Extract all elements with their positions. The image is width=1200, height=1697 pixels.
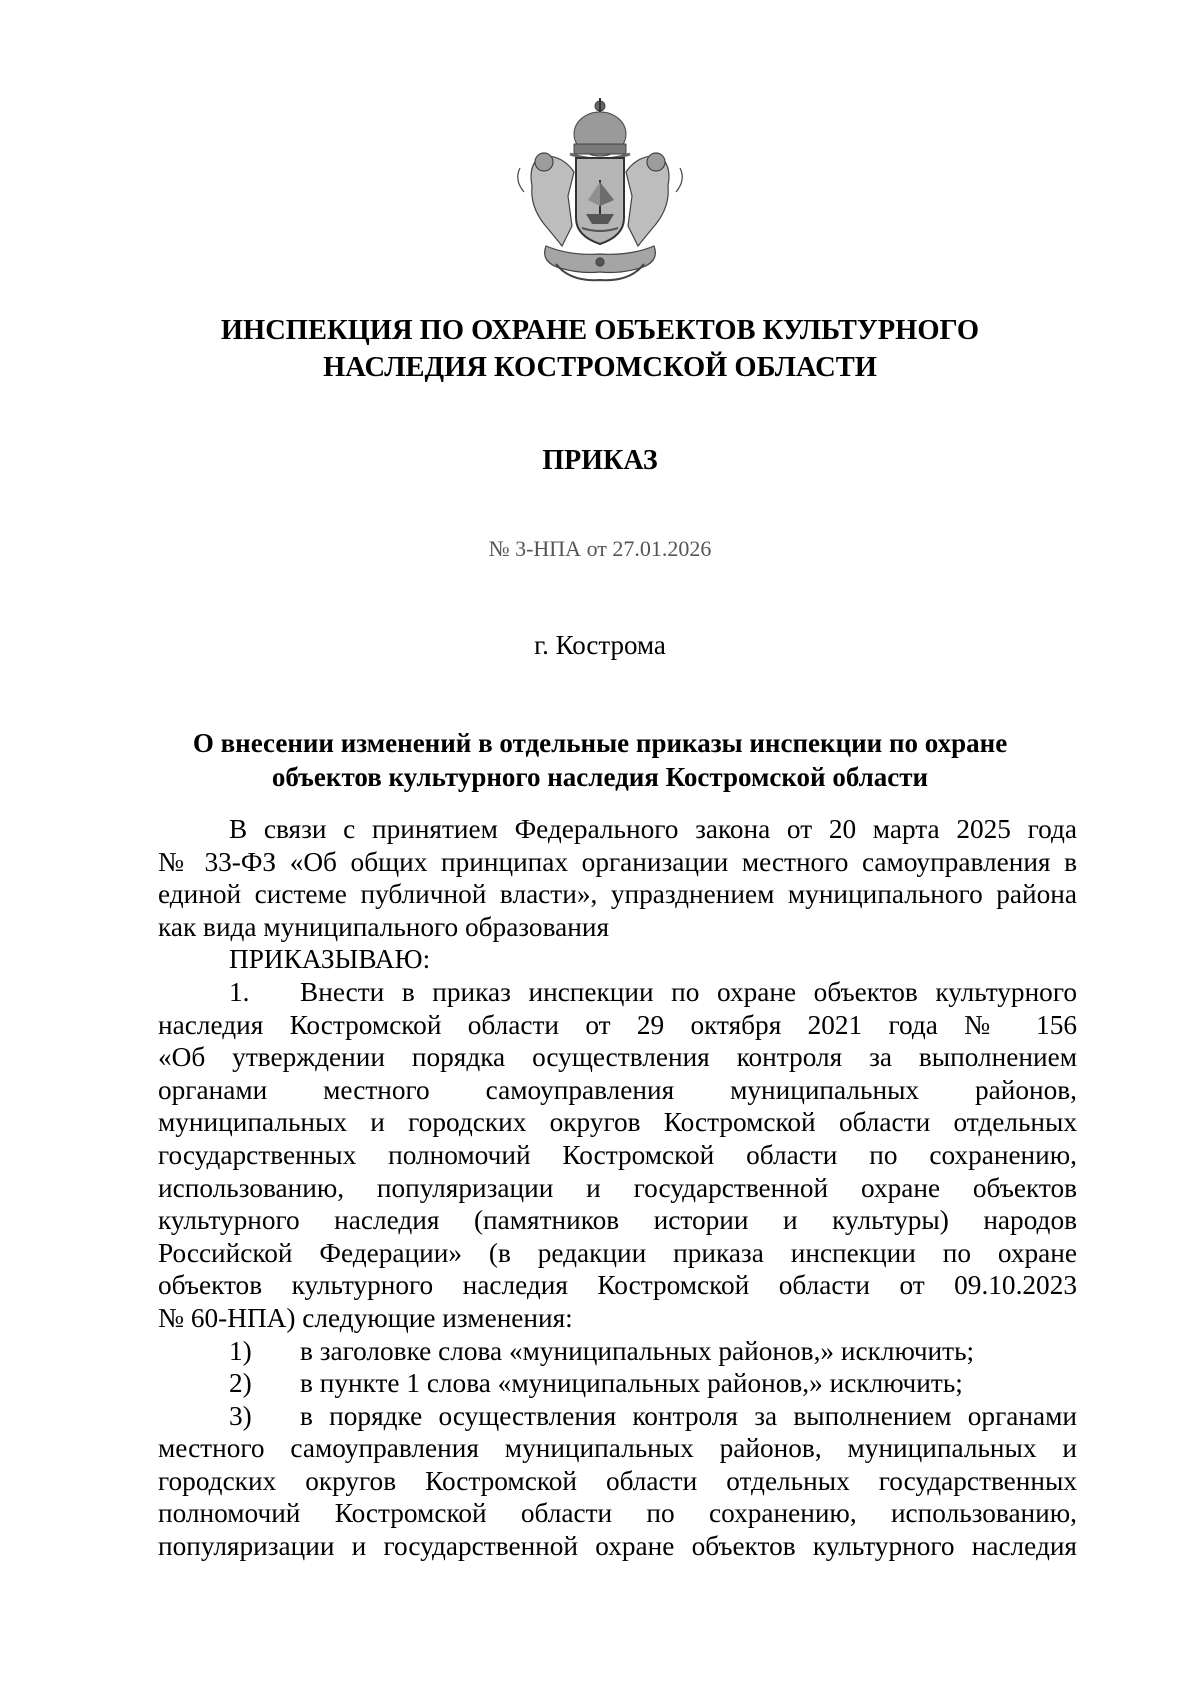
order-subject bbox=[0, 726, 1200, 794]
subitem-1-text: в заголовке слова «муниципальных районов,» исключить; bbox=[300, 1335, 975, 1366]
decree-word: ПРИКАЗЫВАЮ: bbox=[229, 944, 431, 975]
preamble-line: В связи с принятием Федерального закона от 20 марта 2025 года bbox=[229, 814, 1077, 844]
item-1-line: использованию, популяризации и государственной охране объектов bbox=[158, 1172, 1077, 1203]
subitem-3-line: популяризации и государственной охране объектов культурного наследия bbox=[158, 1531, 1077, 1562]
subitem-2-number: 2) bbox=[229, 1368, 252, 1399]
item-1-line: объектов культурного наследия Костромской области от 09.10.2023 bbox=[158, 1270, 1077, 1301]
organization-name-line2: НАСЛЕДИЯ КОСТРОМСКОЙ ОБЛАСТИ bbox=[323, 352, 877, 383]
order-number-date: № 3-НПА от 27.01.2026 bbox=[488, 536, 712, 561]
item-1-number: 1. bbox=[229, 976, 250, 1007]
item-1-text: Внести в приказ инспекции по охране объектов культурного bbox=[300, 976, 1077, 1007]
preamble-line: как вида муниципального образования bbox=[158, 911, 609, 942]
item-1-line: № 60-НПА) следующие изменения: bbox=[158, 1302, 573, 1333]
item-1-line: муниципальных и городских округов Костромской области отдельных bbox=[158, 1107, 1077, 1138]
preamble-line: единой системе публичной власти», упразднением муниципального района bbox=[158, 879, 1077, 910]
item-1-line: культурного наследия (памятников истории и культуры) народов bbox=[158, 1205, 1077, 1236]
coat-of-arms-emblem bbox=[510, 96, 690, 286]
subitem-3-text: в порядке осуществления контроля за выполнением органами bbox=[300, 1400, 1077, 1431]
subitem-1 bbox=[158, 1335, 1077, 1368]
order-subject-line2: объектов культурного наследия Костромской области bbox=[271, 762, 929, 792]
document-body bbox=[158, 813, 1077, 1563]
subitem-3-line: полномочий Костромской области по сохранению, использованию, bbox=[158, 1498, 1077, 1529]
item-1-line: Российской Федерации» (в редакции приказа инспекции по охране bbox=[158, 1237, 1077, 1268]
subitem-1-number: 1) bbox=[229, 1335, 252, 1366]
city: г. Кострома bbox=[534, 630, 666, 660]
item-1-line: государственных полномочий Костромской области по сохранению, bbox=[158, 1139, 1077, 1170]
subitem-3-line: городских округов Костромской области отдельных государственных bbox=[158, 1465, 1077, 1496]
organization-name bbox=[0, 312, 1200, 386]
subitem-3-number: 3) bbox=[229, 1400, 252, 1431]
subitem-3-first-line bbox=[158, 1400, 1077, 1433]
subitem-2-text: в пункте 1 слова «муниципальных районов,» исключить; bbox=[300, 1368, 963, 1399]
subitem-3-line: местного самоуправления муниципальных районов, муниципальных и bbox=[158, 1433, 1077, 1464]
item-1-line: органами местного самоуправления муниципальных районов, bbox=[158, 1074, 1077, 1105]
subitem-2 bbox=[158, 1367, 1077, 1400]
item-1-line: «Об утверждении порядка осуществления контроля за выполнением bbox=[158, 1042, 1077, 1073]
item-1-line: наследия Костромской области от 29 октября 2021 года № 156 bbox=[158, 1009, 1077, 1040]
item-1-first-line bbox=[158, 976, 1077, 1009]
document-type: ПРИКАЗ bbox=[542, 445, 658, 476]
organization-name-line1: ИНСПЕКЦИЯ ПО ОХРАНЕ ОБЪЕКТОВ КУЛЬТУРНОГО bbox=[220, 315, 980, 346]
order-subject-line1: О внесении изменений в отдельные приказы инспекции по охране bbox=[192, 728, 1008, 758]
preamble-line: № 33-ФЗ «Об общих принципах организации местного самоуправления в bbox=[158, 846, 1077, 877]
